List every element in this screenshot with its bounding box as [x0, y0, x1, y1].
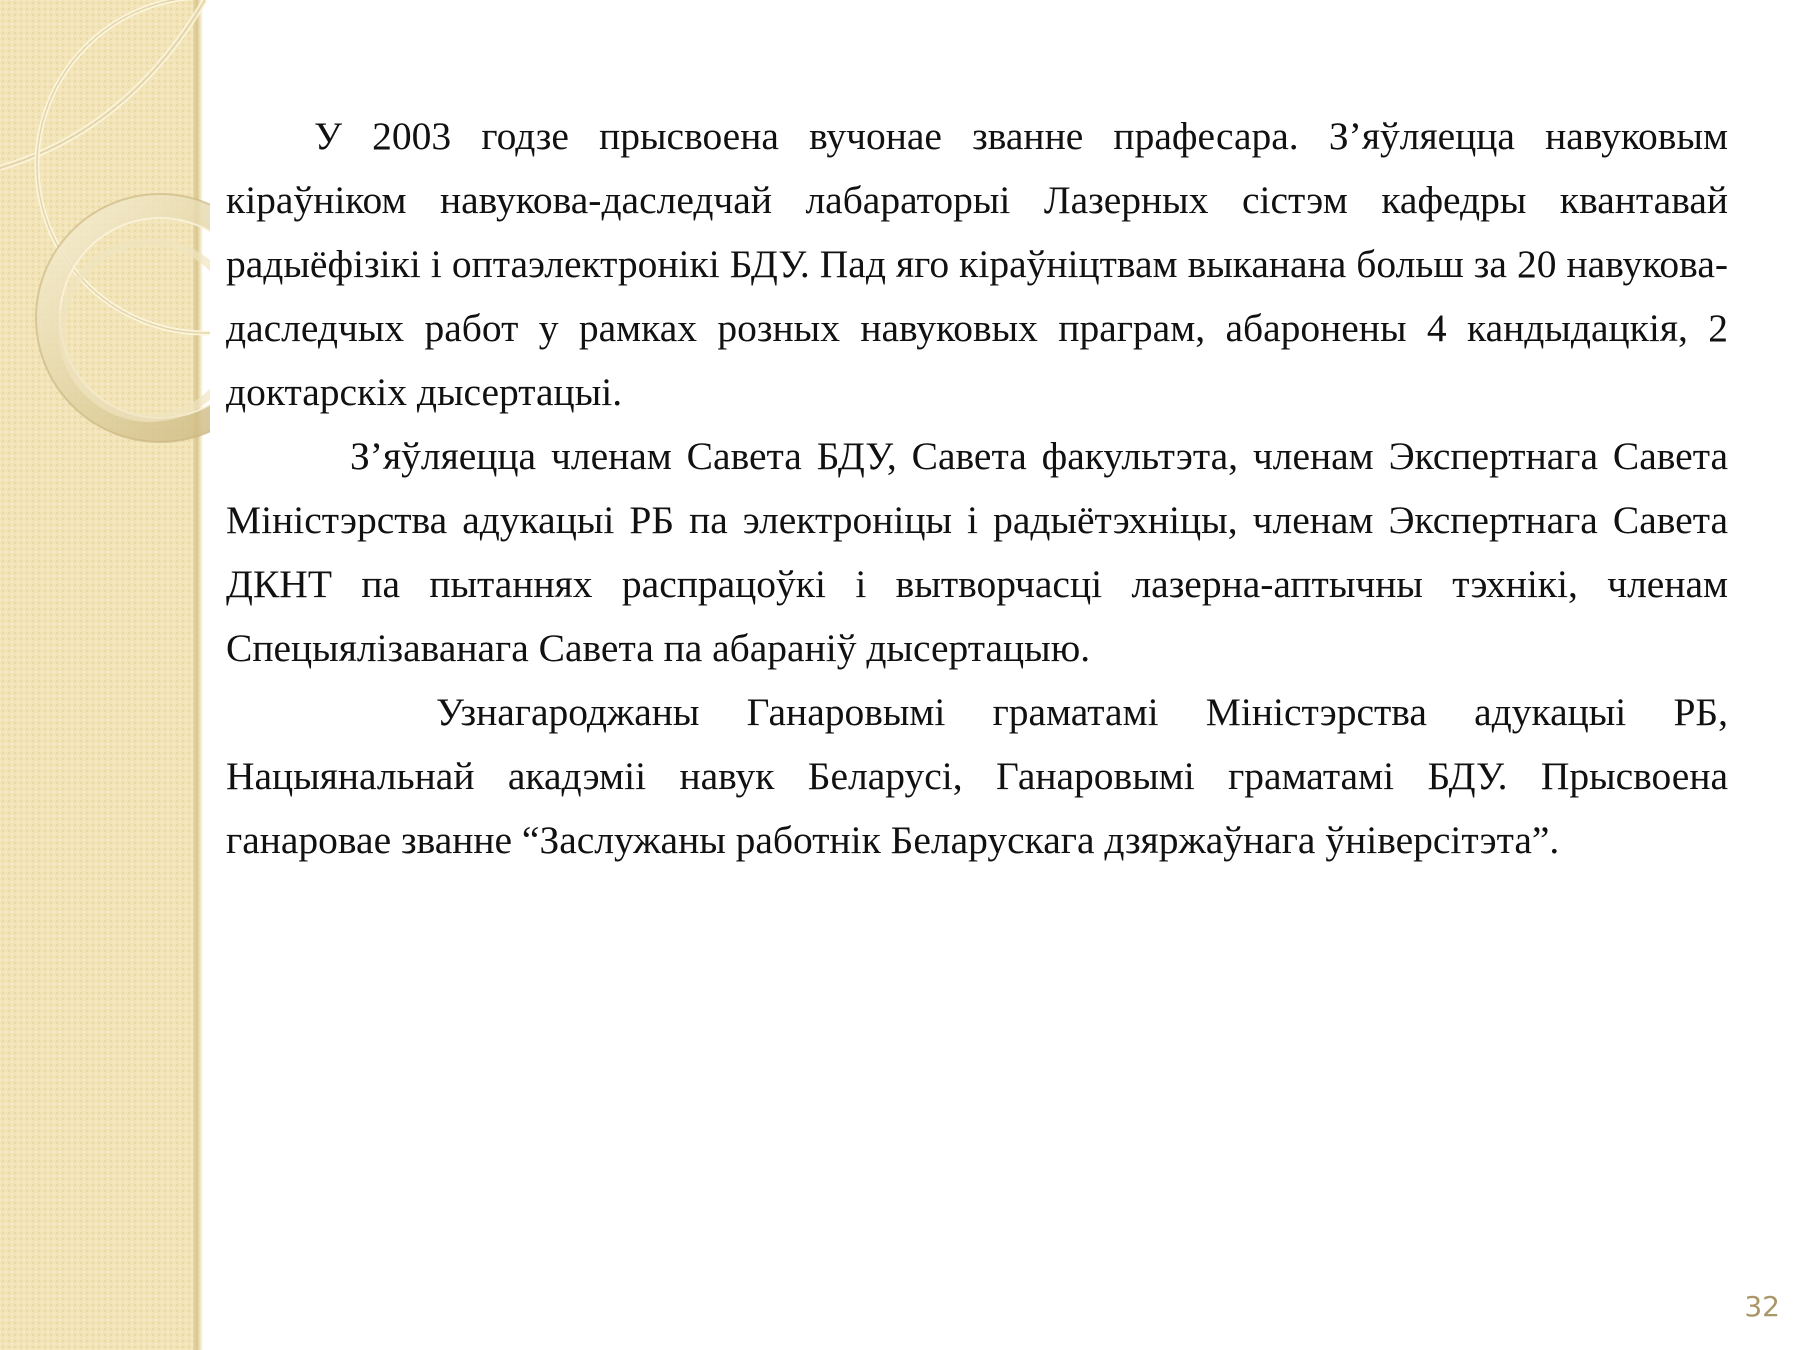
paragraph-awards: Узнагароджаны Ганаровымі граматамі Міністэрства адукацыі РБ, Нацыянальнай акадэміі навук Беларусі, Ганаровымі граматамі БДУ. Прысвоена ганаровае званне “Заслужаны работнік Беларускага дзяржаўнага ўніверсітэта”.	[226, 690, 1728, 862]
paragraph-council-membership: З’яўляецца членам Савета БДУ, Савета факультэта, членам Экспертнага Савета Міністэрства адукацыі РБ па электроніцы і радыётэхніцы, членам Экспертнага Савета ДКНТ па пытаннях распрацоўкі і вытворчасці лазерна-аптычны тэхнікі, членам Спецыялізаванага Савета па абараніў дысертацыю.	[226, 434, 1728, 670]
slide-page-number: 32	[1744, 1290, 1780, 1323]
slide-body-text	[226, 104, 1728, 872]
decorative-rings	[0, 0, 210, 520]
paragraph-professor-title: У 2003 годзе прысвоена вучонае званне прафесара. З’яўляецца навуковым кіраўніком навукова-даследчай лабараторыі Лазерных сістэм кафедры квантавай радыёфізікі і оптаэлектронікі БДУ. Пад яго кіраўніцтвам выканана больш за 20 навукова-даследчых работ у рамках розных навуковых праграм, абаронены 4 кандыдацкія, 2 доктарскіх дысертацыі.	[226, 114, 1728, 414]
